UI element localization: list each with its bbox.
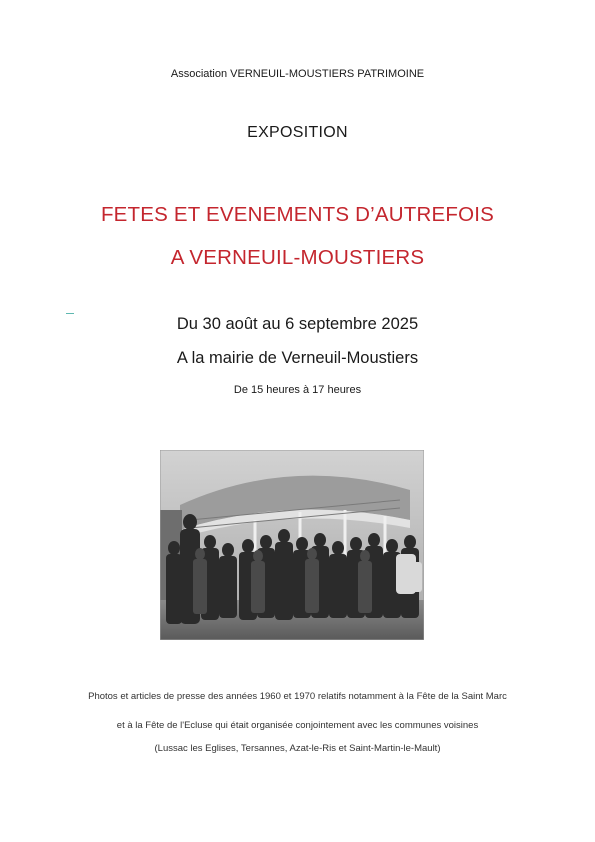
historic-photo [160, 450, 424, 640]
title-line-1: FETES ET EVENEMENTS D’AUTREFOIS [100, 203, 495, 226]
exposition-label: EXPOSITION [247, 124, 348, 141]
title-line-2: A VERNEUIL-MOUSTIERS [170, 246, 425, 269]
caption-line-2: et à la Fête de l'Ecluse qui était organisée conjointement avec les communes voisines [116, 720, 479, 731]
opening-hours: De 15 heures à 17 heures [233, 384, 362, 396]
exhibition-dates: Du 30 août au 6 septembre 2025 [176, 315, 419, 333]
caption-line-3: (Lussac les Eglises, Tersannes, Azat-le-Ris et Saint-Martin-le-Mault) [154, 743, 441, 754]
association-name: Association VERNEUIL-MOUSTIERS PATRIMOINE [170, 68, 425, 80]
scan-speck [66, 313, 74, 314]
caption-line-1: Photos et articles de presse des années 1960 et 1970 relatifs notamment à la Fête de la Saint Marc [88, 691, 507, 702]
exhibition-location: A la mairie de Verneuil-Moustiers [176, 349, 419, 367]
